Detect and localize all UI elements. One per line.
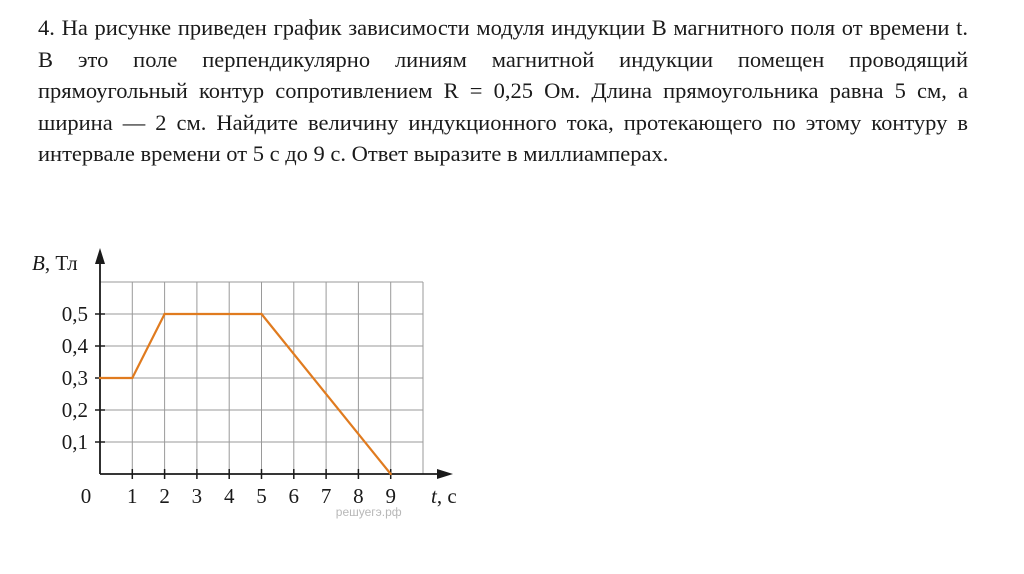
x-tick-label: 8 [353, 484, 364, 508]
x-tick-label: 3 [191, 484, 203, 508]
y-tick-label: 0,4 [61, 334, 88, 358]
chart-container [20, 240, 470, 530]
x-tick-label: 7 [320, 484, 332, 508]
b-line-series [100, 314, 391, 474]
y-tick-label: 0,1 [61, 430, 88, 454]
data-point [260, 313, 262, 315]
x-tick-label: 9 [385, 484, 396, 508]
axes [95, 248, 453, 479]
x-tick-label: 5 [256, 484, 267, 508]
x-tick-label: 1 [127, 484, 138, 508]
data-point [163, 313, 165, 315]
data-point [99, 377, 101, 379]
y-axis-title: B, Тл [32, 251, 78, 275]
y-axis-arrow [95, 248, 105, 264]
x-tick-label: 6 [288, 484, 300, 508]
data-point [131, 377, 133, 379]
y-tick-label: 0,3 [61, 366, 88, 390]
labels [32, 251, 457, 519]
watermark-text: решуегэ.рф [335, 505, 402, 519]
x-axis-title: t, с [431, 484, 457, 508]
data-point [390, 473, 392, 475]
problem-text: 4. На рисунке приведен график зависимости модуля индукции B магнитного поля от времени t. В это поле перпендикулярно линиям магнитной индукции помещен проводящий прямоугольный контур сопротивлением R = 0,25 Ом. Длина прямоугольника равна 5 см, а ширина — 2 см. Найдите величину индукционного тока, протекающего по этому контуру в интервале времени от 5 с до 9 с. Ответ выразите в миллиамперах. [38, 15, 968, 166]
series [99, 313, 392, 475]
x-tick-label: 2 [159, 484, 170, 508]
origin-label: 0 [80, 484, 92, 508]
x-tick-label: 4 [223, 484, 235, 508]
y-tick-label: 0,5 [61, 302, 88, 326]
y-tick-label: 0,2 [61, 398, 88, 422]
b-vs-t-chart [20, 240, 470, 530]
x-axis-arrow [437, 469, 453, 479]
grid [100, 282, 423, 474]
